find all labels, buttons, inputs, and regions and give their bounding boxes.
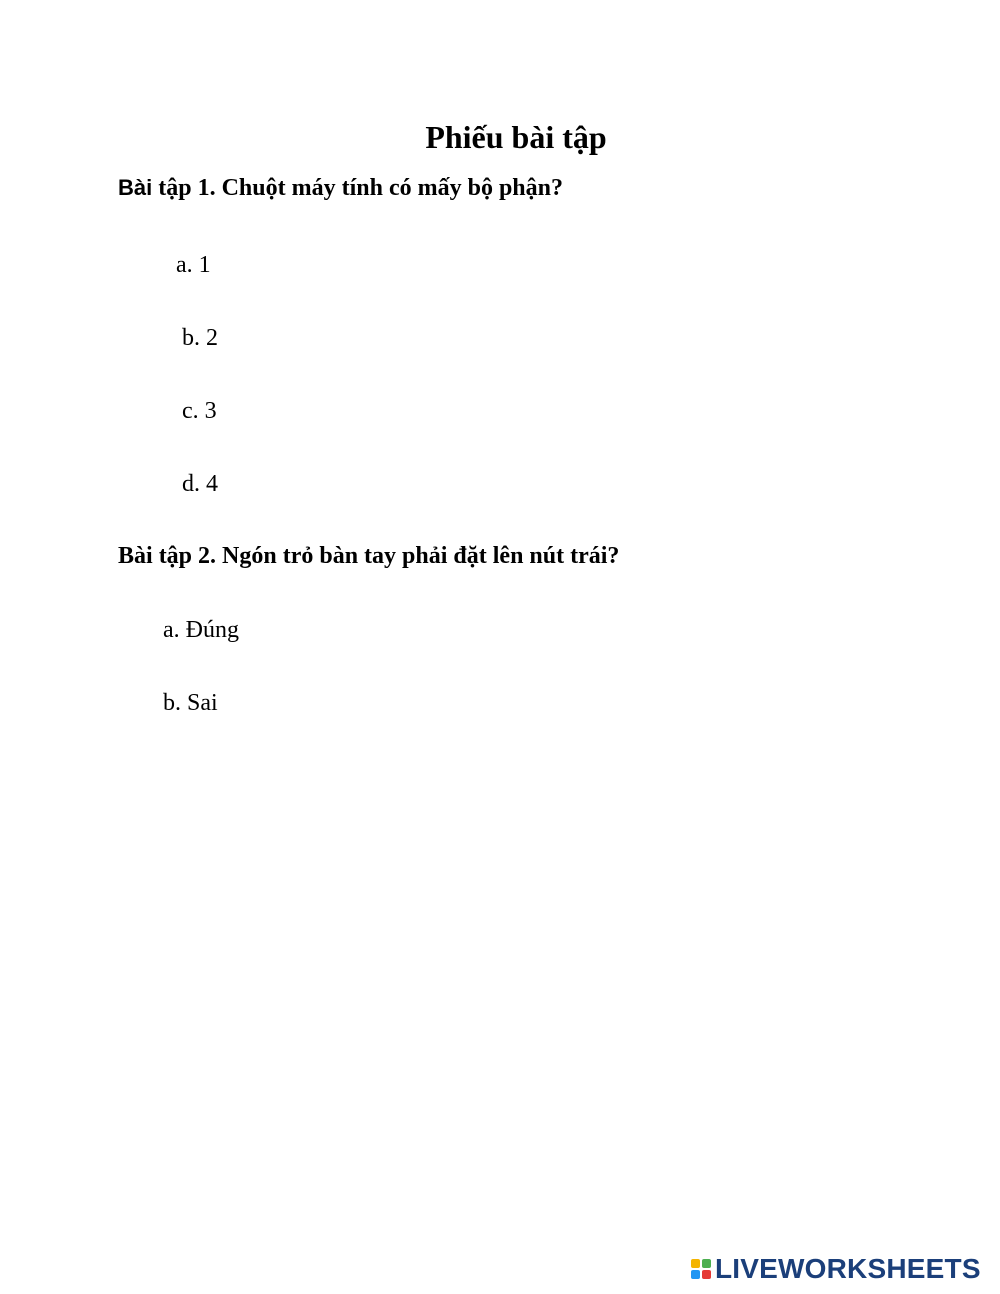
worksheet-title: Phiếu bài tập [425, 119, 607, 155]
question-2-option-a[interactable]: a. Đúng [163, 617, 239, 643]
question-1-option-d[interactable]: d. 4 [182, 471, 218, 497]
logo-square-1 [691, 1259, 700, 1268]
logo-square-4 [702, 1270, 711, 1279]
question-1-option-a[interactable]: a. 1 [176, 252, 211, 278]
question-2-option-b[interactable]: b. Sai [163, 690, 218, 716]
question-2-text: tập 2. Ngón trỏ bàn tay phải đặt lên nút trái? [152, 543, 620, 569]
logo-square-3 [691, 1270, 700, 1279]
liveworksheets-logo-icon [691, 1259, 711, 1279]
logo-square-2 [702, 1259, 711, 1268]
question-1-text: tập 1. Chuột máy tính có mấy bộ phận? [152, 175, 563, 201]
question-2-prefix: Bài [118, 543, 153, 569]
question-1 [118, 173, 563, 203]
question-1-prefix: Bài [118, 175, 153, 200]
liveworksheets-logo [691, 1254, 981, 1284]
question-2 [118, 541, 619, 571]
question-1-option-b[interactable]: b. 2 [182, 325, 218, 351]
liveworksheets-logo-text: LIVEWORKSHEETS [715, 1253, 981, 1284]
question-1-option-c[interactable]: c. 3 [182, 398, 217, 424]
